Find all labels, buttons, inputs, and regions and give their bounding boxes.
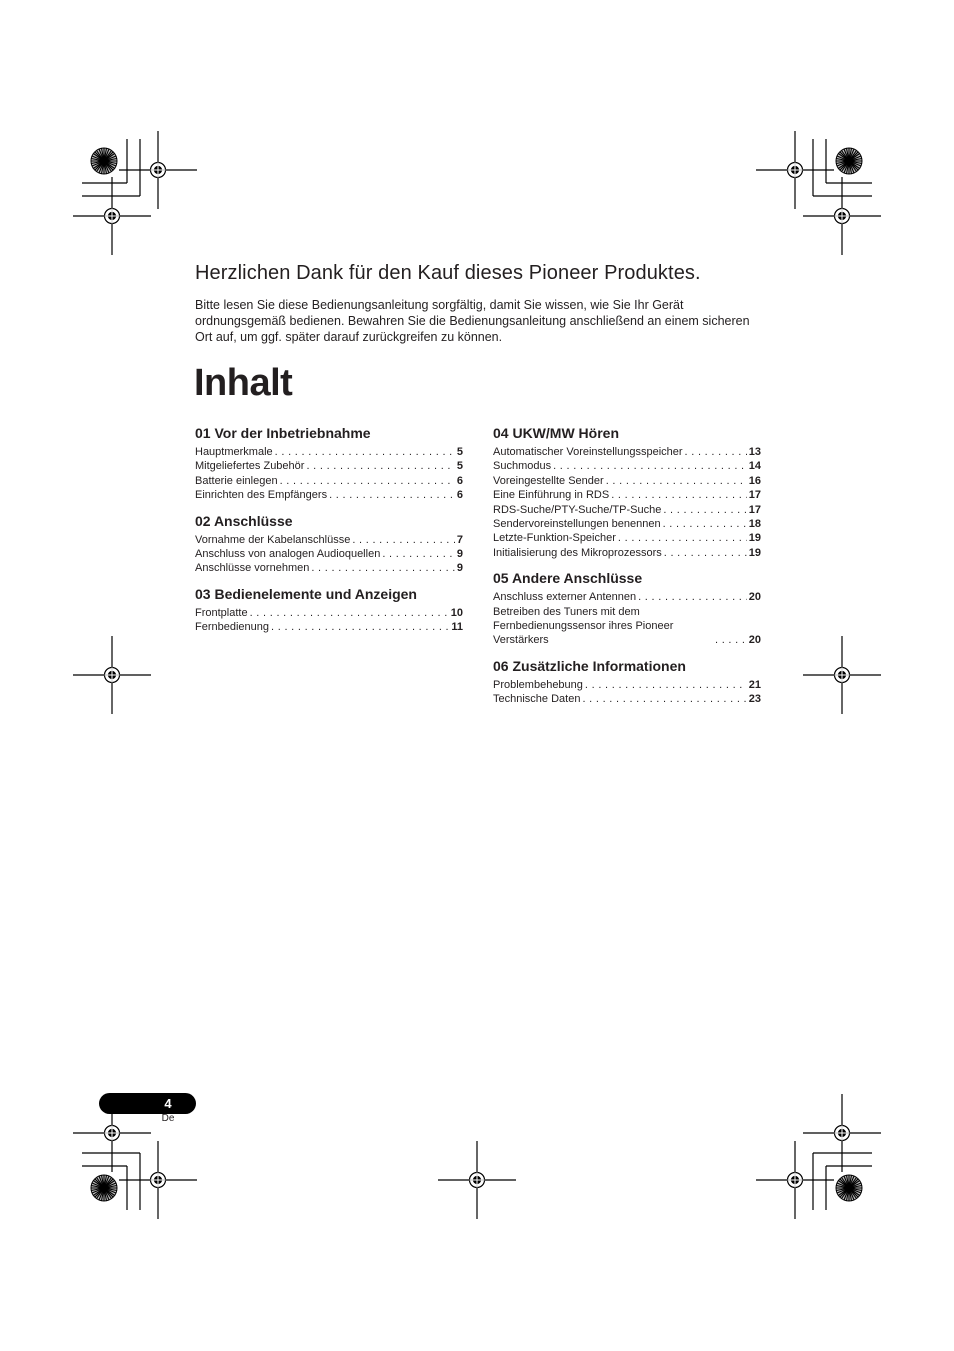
- toc-heading: 05 Andere Anschlüsse: [493, 570, 643, 587]
- toc-entry[interactable]: [493, 517, 761, 531]
- toc-entry[interactable]: [493, 503, 761, 517]
- toc-entry-page: 21: [748, 678, 761, 691]
- toc-leader: [606, 474, 747, 488]
- toc-leader: [582, 692, 746, 706]
- toc-entry-title: RDS-Suche/PTY-Suche/TP-Suche: [493, 503, 662, 516]
- toc-entry-title: Problembehebung: [493, 678, 583, 691]
- toc-column-left: [195, 425, 463, 645]
- toc-leader: [280, 474, 455, 488]
- toc-entry[interactable]: [493, 692, 761, 706]
- toc-leader: [638, 590, 747, 604]
- toc-entry-page: 17: [748, 489, 761, 502]
- toc-leader: [275, 445, 455, 459]
- toc-entry-page: 19: [748, 546, 761, 559]
- toc-leader: [271, 620, 449, 634]
- toc-entry[interactable]: [493, 445, 761, 459]
- toc-section-03: [195, 586, 463, 635]
- toc-entry[interactable]: [493, 474, 761, 488]
- toc-leader: [352, 533, 455, 547]
- toc-entry-page: 18: [748, 518, 761, 531]
- toc-entry-page: 6: [456, 474, 463, 487]
- toc-entry-title: Frontplatte: [195, 606, 248, 619]
- toc-leader: [685, 445, 747, 459]
- toc-entry-title: Letzte-Funktion-Speicher: [493, 532, 616, 545]
- toc-entry-title: Initialisierung des Mikroprozessors: [493, 546, 662, 559]
- toc-entry[interactable]: [493, 605, 761, 648]
- toc-entry-page: 19: [748, 532, 761, 545]
- toc-entry[interactable]: [493, 459, 761, 473]
- toc-entry[interactable]: [195, 459, 463, 473]
- toc-entry-page: 9: [456, 548, 463, 561]
- toc-entry-page: 6: [456, 489, 463, 502]
- toc-heading: 06 Zusätzliche Informationen: [493, 657, 686, 674]
- toc-entry-title: Automatischer Voreinstellungsspeicher: [493, 446, 683, 458]
- toc-entry-page: 10: [450, 606, 463, 619]
- toc-leader: [663, 517, 747, 531]
- toc-leader: [611, 488, 747, 502]
- toc-entry[interactable]: [493, 546, 761, 560]
- toc-entry[interactable]: [195, 445, 463, 459]
- toc-entry[interactable]: [195, 533, 463, 547]
- page-number: 4: [164, 1096, 172, 1111]
- toc-entry-page: 23: [748, 693, 761, 706]
- intro-paragraph: Bitte lesen Sie diese Bedienungsanleitung sorgfältig, damit Sie wissen, wie Sie Ihr Gerät ordnungsgemäß bedienen. Bewahren Sie die Bedienungsanleitung anschließend an einem sicheren Ort auf, um ggf. später darauf zurückgreifen zu können.: [195, 298, 750, 344]
- toc-entry-title: Anschluss externer Antennen: [493, 591, 637, 604]
- toc-entry-title: Betreiben des Tuners mit dem Fernbedienungssensor ihres Pioneer Verstärkers: [493, 605, 674, 647]
- toc-heading: 02 Anschlüsse: [195, 512, 293, 529]
- toc-leader: [663, 503, 746, 517]
- toc-leader: [553, 459, 747, 473]
- toc-entry-title: Sendervoreinstellungen benennen: [493, 518, 661, 531]
- toc-entry-page: 11: [451, 621, 463, 634]
- toc-leader: [311, 561, 455, 575]
- toc-entry-title: Fernbedienung: [195, 621, 270, 634]
- toc-entry-title: Eine Einführung in RDS: [493, 489, 610, 502]
- page-language: De: [161, 1113, 175, 1124]
- toc-entry-title: Suchmodus: [493, 460, 552, 473]
- toc-entry-title: Technische Daten: [493, 693, 581, 706]
- toc-entry[interactable]: [195, 561, 463, 575]
- toc-entry[interactable]: [195, 606, 463, 620]
- page-title: Inhalt: [194, 362, 293, 404]
- toc-entry-page: 20: [748, 591, 761, 604]
- toc-entry-page: 17: [748, 503, 761, 516]
- toc-section-06: [493, 658, 761, 707]
- toc-entry-page: 20: [748, 634, 761, 647]
- toc-heading: 01 Vor der Inbetriebnahme: [195, 425, 371, 441]
- toc-leader: [618, 531, 747, 545]
- toc-entry-page: 9: [456, 562, 463, 575]
- toc-entry-title: Vornahme der Kabelanschlüsse: [195, 533, 351, 546]
- toc-section-02: [195, 513, 463, 576]
- toc-section-04: [493, 425, 761, 560]
- toc-entry[interactable]: [195, 547, 463, 561]
- toc-entry[interactable]: [195, 488, 463, 502]
- toc-entry-title: Anschluss von analogen Audioquellen: [195, 548, 381, 561]
- headline: Herzlichen Dank für den Kauf dieses Pioneer Produktes.: [195, 262, 701, 284]
- toc-entry[interactable]: [493, 488, 761, 502]
- toc-entry-page: 16: [748, 474, 761, 487]
- toc-leader: [664, 546, 747, 560]
- toc-entry-page: 7: [456, 533, 463, 546]
- toc-leader: [382, 547, 455, 561]
- toc-entry-page: 13: [748, 446, 761, 458]
- toc-entry[interactable]: [493, 590, 761, 604]
- toc-leader: [329, 488, 455, 502]
- toc-entry-page: 14: [748, 460, 761, 473]
- toc-column-right: [493, 425, 761, 717]
- toc-section-05: [493, 570, 761, 648]
- toc-heading: 04 UKW/MW Hören: [493, 425, 619, 441]
- toc-entry-page: 5: [456, 460, 463, 473]
- toc-entry-title: Anschlüsse vornehmen: [195, 562, 310, 575]
- toc-entry[interactable]: [493, 531, 761, 545]
- toc-entry[interactable]: [493, 678, 761, 692]
- toc-entry-title: Voreingestellte Sender: [493, 474, 604, 487]
- toc-leader: [715, 633, 747, 647]
- toc-leader: [585, 678, 747, 692]
- toc-heading: 03 Bedienelemente und Anzeigen: [195, 585, 417, 602]
- toc-entry-page: 5: [456, 446, 463, 458]
- toc-entry-title: Mitgeliefertes Zubehör: [195, 460, 305, 473]
- toc-entry[interactable]: [195, 474, 463, 488]
- toc-entry-title: Einrichten des Empfängers: [195, 489, 328, 502]
- toc-entry-title: Batterie einlegen: [195, 474, 278, 487]
- toc-leader: [306, 459, 454, 473]
- toc-leader: [250, 606, 449, 620]
- toc-entry[interactable]: [195, 620, 463, 634]
- toc-entry-title: Hauptmerkmale: [195, 446, 273, 458]
- toc-section-01: [195, 425, 463, 503]
